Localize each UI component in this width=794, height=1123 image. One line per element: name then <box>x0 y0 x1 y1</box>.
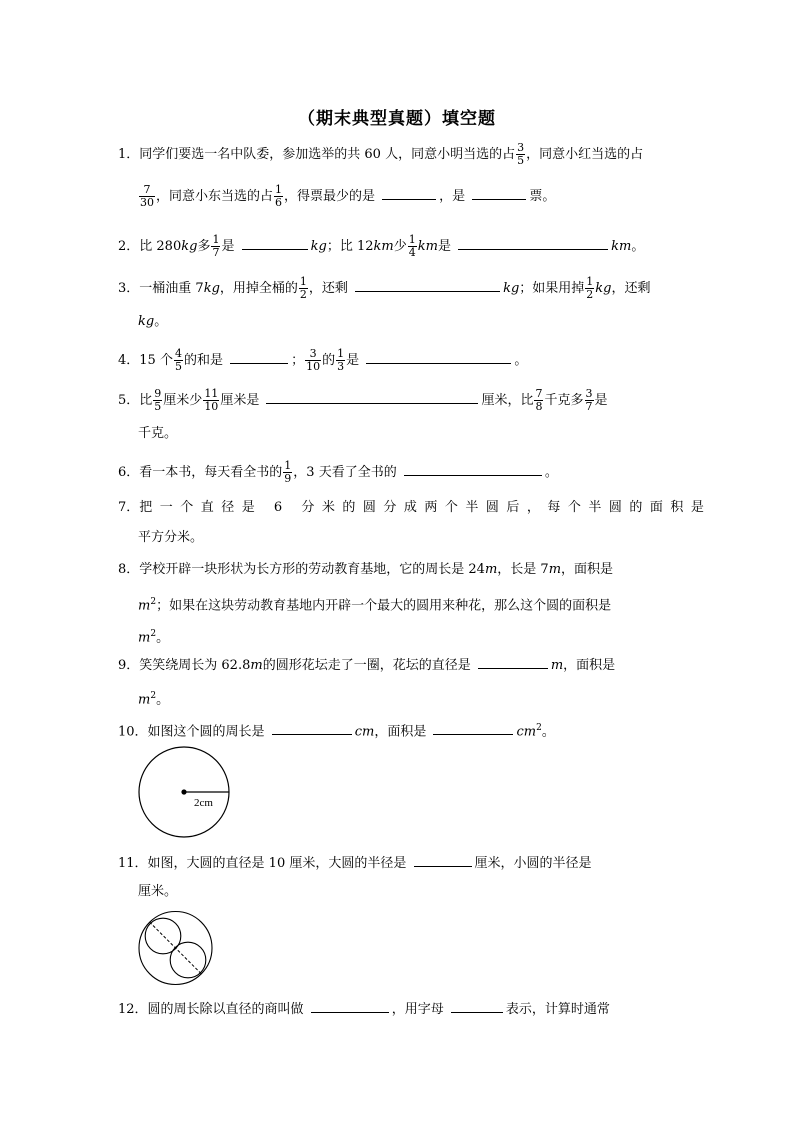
q10-unit-2: cm <box>516 724 537 740</box>
q8-text-b: ，长是 7 <box>497 562 549 577</box>
q3-text-c: ，还剩 <box>308 281 348 296</box>
q1-number: 1． <box>118 147 140 162</box>
question-8-cont-2 <box>138 624 169 648</box>
q5-text-h: 千克。 <box>138 426 178 441</box>
q8-unit-2: m <box>548 562 562 577</box>
question-2 <box>118 234 644 259</box>
q5-fraction-1: $\frac{9}{5}$ <box>154 387 162 413</box>
q2-text-a: 比 280 <box>139 239 182 254</box>
question-11-cont <box>138 882 177 902</box>
q1-fraction-2: $\frac{7}{30}$ <box>140 183 154 209</box>
q12-text-c: 表示，计算时通常 <box>505 1002 610 1017</box>
question-3-cont <box>138 312 167 332</box>
q12-number: 12． <box>118 1002 148 1017</box>
q9-number: 9． <box>118 658 140 673</box>
q5-number: 5． <box>118 393 140 408</box>
q12-answer-blank-2[interactable] <box>451 998 503 1013</box>
q5-answer-blank-1[interactable] <box>266 389 478 404</box>
q2-unit-2: kg <box>310 239 327 254</box>
q11-answer-blank-1[interactable] <box>414 852 472 867</box>
q3-text-a: 一桶油重 7 <box>139 281 204 296</box>
q3-unit-3: kg <box>595 281 612 296</box>
q3-text-e: ，还剩 <box>611 281 651 296</box>
q2-answer-blank-1[interactable] <box>242 235 308 250</box>
q10-sup: 2 <box>536 723 542 733</box>
question-6 <box>118 460 558 485</box>
question-4 <box>118 348 527 373</box>
q2-answer-blank-2[interactable] <box>458 235 608 250</box>
q9-unit-3: m <box>138 692 151 708</box>
q12-answer-blank-1[interactable] <box>311 998 389 1013</box>
q1-fraction-1: $\frac{3}{5}$ <box>517 141 525 167</box>
q3-text-b: ，用掉全桶的 <box>219 281 298 296</box>
q2-text-g: 是 <box>437 239 451 254</box>
q4-text-c: ； <box>291 353 305 368</box>
q3-unit-1: kg <box>203 281 220 296</box>
q2-text-e: 少 <box>393 239 407 254</box>
q6-text-a: 看一本书，每天看全书的 <box>139 465 283 480</box>
q12-text-a: 圆的周长除以直径的商叫做 <box>147 1002 304 1017</box>
q10-text-a: 如图这个圆的周长是 <box>147 724 265 740</box>
q5-fraction-3: $\frac{7}{8}$ <box>535 387 543 413</box>
q11-text-a: 如图，大圆的直径是 10 厘米，大圆的半径是 <box>147 856 407 871</box>
circle-figure <box>136 746 236 840</box>
q9-answer-blank-1[interactable] <box>478 654 548 669</box>
q5-fraction-2: $\frac{11}{10}$ <box>204 387 219 413</box>
question-3 <box>118 276 651 301</box>
page-title: （期末典型真题）填空题 <box>298 109 496 129</box>
q1-text-b: ，同意小红当选的占 <box>526 147 644 162</box>
q6-text-c: 。 <box>544 465 558 480</box>
q7-number: 7． <box>118 500 140 515</box>
q6-answer-blank-1[interactable] <box>404 461 542 476</box>
q5-text-a: 比 <box>139 393 153 408</box>
q4-fraction-2: $\frac{3}{10}$ <box>306 347 321 373</box>
q1-text-a: 同学们要选一名中队委，参加选举的共 60 人，同意小明当选的占 <box>139 147 516 162</box>
q8-text-d: ；如果在这块劳动教育基地内开辟一个最大的圆用来种花，那么这个圆的面积是 <box>156 598 612 614</box>
q5-text-d: 厘米，比 <box>481 393 534 408</box>
q9-unit-1: m <box>250 658 263 673</box>
q9-text-d: 。 <box>156 692 170 708</box>
q10-unit-1: cm <box>354 724 375 740</box>
question-1-cont <box>138 184 555 209</box>
q2-unit-3: km <box>373 239 394 254</box>
q2-unit-4: km <box>417 239 438 254</box>
q8-text-c: ，面积是 <box>561 562 614 577</box>
q4-number: 4． <box>118 353 140 368</box>
q2-text-b: 多 <box>197 239 211 254</box>
q5-fraction-4: $\frac{3}{7}$ <box>585 387 593 413</box>
q5-text-b: 厘米少 <box>163 393 203 408</box>
q4-answer-blank-2[interactable] <box>366 349 511 364</box>
q6-fraction-1: $\frac{1}{9}$ <box>284 459 292 485</box>
q1-answer-blank-2[interactable] <box>472 185 526 200</box>
q5-text-c: 厘米是 <box>220 393 260 408</box>
question-12 <box>118 998 610 1020</box>
q1-answer-blank-1[interactable] <box>382 185 436 200</box>
q9-unit-2: m <box>550 658 564 673</box>
q1-text-d: ，得票最少的是 <box>284 189 376 204</box>
q1-text-e: ，是 <box>439 189 466 204</box>
q3-fraction-2: $\frac{1}{2}$ <box>586 275 594 301</box>
q7-text-b: 平方分米。 <box>138 530 204 545</box>
q2-text-c: 是 <box>221 239 235 254</box>
q4-fraction-1: $\frac{4}{5}$ <box>174 347 182 373</box>
q8-number: 8． <box>118 562 140 577</box>
diameter-dashed-line <box>150 922 202 974</box>
q10-answer-blank-1[interactable] <box>272 720 352 735</box>
question-1 <box>118 142 643 167</box>
q10-number: 10． <box>118 724 148 740</box>
q5-text-g: 是 <box>594 393 608 408</box>
q2-text-d: ；比 12 <box>326 239 374 254</box>
q8-unit-4: m <box>138 630 151 646</box>
q5-text-e: 千克多 <box>544 393 584 408</box>
question-5-cont <box>138 424 177 444</box>
question-9 <box>118 654 615 676</box>
q8-unit-1: m <box>484 562 498 577</box>
q10-text-b: ，面积是 <box>374 724 427 740</box>
q12-text-b: ，用字母 <box>391 1002 444 1017</box>
question-8 <box>118 560 613 580</box>
question-7 <box>118 498 711 518</box>
q11-text-b: 厘米，小圆的半径是 <box>474 856 592 871</box>
q6-number: 6． <box>118 465 140 480</box>
q7-text-a: 把一个直径是 6 分米的圆分成两个半圆后，每个半圆的面积是 <box>139 500 712 515</box>
q9-text-c: ，面积是 <box>563 658 616 673</box>
q3-text-g: 。 <box>154 314 168 329</box>
question-11 <box>118 852 592 874</box>
q4-text-g: 。 <box>514 353 528 368</box>
q3-fraction-1: $\frac{1}{2}$ <box>299 275 307 301</box>
q1-fraction-3: $\frac{1}{6}$ <box>275 183 283 209</box>
q11-text-c: 厘米。 <box>138 884 178 899</box>
q4-text-b: 的和是 <box>183 353 223 368</box>
q8-unit-3: m <box>138 598 151 614</box>
q2-unit-1: kg <box>181 239 198 254</box>
q3-answer-blank-1[interactable] <box>355 277 500 292</box>
q9-sup: 2 <box>150 691 157 701</box>
q8-sup-2: 2 <box>150 629 157 639</box>
nested-circles-figure <box>137 910 215 986</box>
q4-fraction-3: $\frac{1}{3}$ <box>337 347 345 373</box>
q2-number: 2． <box>118 239 140 254</box>
question-5 <box>118 388 608 413</box>
q8-sup-1: 2 <box>150 597 157 607</box>
q1-text-c: ，同意小东当选的占 <box>156 189 274 204</box>
question-8-cont <box>138 592 611 616</box>
q4-text-a: 15 个 <box>139 353 173 368</box>
q11-number: 11． <box>118 856 148 871</box>
q8-text-a: 学校开辟一块形状为长方形的劳动教育基地，它的周长是 24 <box>139 562 485 577</box>
q1-text-g: 票。 <box>529 189 556 204</box>
q2-unit-5: km <box>611 239 632 254</box>
q2-text-h: 。 <box>631 239 645 254</box>
question-7-cont <box>138 528 203 548</box>
question-9-cont <box>138 686 169 710</box>
q4-text-d: 的 <box>322 353 336 368</box>
question-10 <box>118 718 555 742</box>
q3-unit-4: kg <box>138 314 155 329</box>
q3-number: 3． <box>118 281 140 296</box>
q9-text-a: 笑笑绕周长为 62.8 <box>139 658 251 673</box>
q4-answer-blank-1[interactable] <box>230 349 288 364</box>
q4-text-e: 是 <box>346 353 360 368</box>
q9-text-b: 的圆形花坛走了一圈，花坛的直径是 <box>262 658 471 673</box>
q2-fraction-2: $\frac{1}{4}$ <box>408 233 416 259</box>
q10-answer-blank-2[interactable] <box>433 720 513 735</box>
q3-unit-2: kg <box>503 281 520 296</box>
q6-text-b: ，3 天看了全书的 <box>293 465 397 480</box>
q8-text-e: 。 <box>156 630 170 646</box>
q3-text-d: ；如果用掉 <box>519 281 585 296</box>
radius-label: 2cm <box>194 797 213 809</box>
q2-fraction-1: $\frac{1}{7}$ <box>212 233 220 259</box>
q10-text-c: 。 <box>541 724 555 740</box>
